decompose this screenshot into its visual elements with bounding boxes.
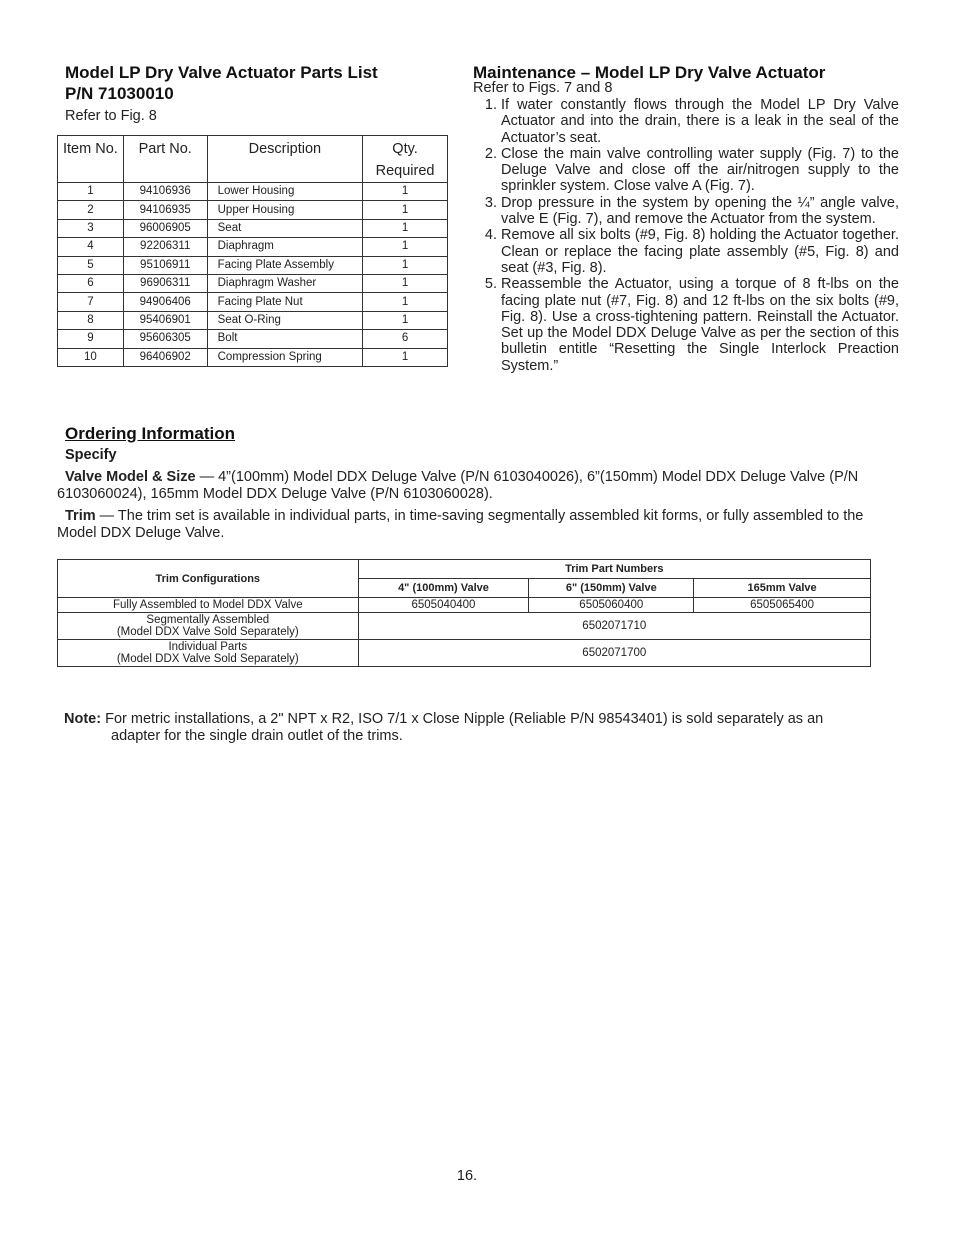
trim-text: — The trim set is available in individual parts, in time-saving segmentally assembled kit forms, or fully assembled to the Model DDX Deluge Valve. <box>57 508 864 541</box>
parts-cell-qty: 1 <box>363 348 448 366</box>
parts-cell-part: 94106936 <box>123 183 207 201</box>
parts-cell-qty: 1 <box>363 183 448 201</box>
parts-cell-qty: 1 <box>363 201 448 219</box>
parts-cell-qty: 1 <box>363 274 448 292</box>
parts-cell-part: 95106911 <box>123 256 207 274</box>
parts-cell-desc: Diaphragm Washer <box>207 274 362 292</box>
table-row <box>58 201 448 219</box>
row-label: Fully Assembled to Model DDX Valve <box>58 598 359 613</box>
header-part-no: Part No. <box>123 136 207 183</box>
parts-cell-part: 95606305 <box>123 330 207 348</box>
row-label: Segmentally Assembled (Model DDX Valve Sold Separately) <box>58 613 359 640</box>
row-value: 6502071700 <box>358 640 870 667</box>
parts-cell-part: 94106935 <box>123 201 207 219</box>
table-row <box>58 311 448 329</box>
table-row <box>58 330 448 348</box>
col-4-inch-header: 4" (100mm) Valve <box>358 579 529 598</box>
parts-cell-desc: Bolt <box>207 330 362 348</box>
ordering-specify: Specify <box>65 447 117 463</box>
parts-list-refer: Refer to Fig. 8 <box>65 108 157 124</box>
table-row <box>58 640 871 667</box>
valve-model-label: Valve Model & Size <box>65 469 196 485</box>
header-description: Description <box>207 136 362 183</box>
maintenance-steps <box>473 97 899 374</box>
metric-note <box>64 711 874 745</box>
parts-cell-item: 10 <box>58 348 124 366</box>
table-row <box>58 598 871 613</box>
parts-table <box>57 135 448 367</box>
parts-cell-desc: Facing Plate Assembly <box>207 256 362 274</box>
ordering-title: Ordering Information <box>65 424 235 443</box>
trim-table <box>57 559 871 667</box>
parts-cell-item: 2 <box>58 201 124 219</box>
table-row <box>58 183 448 201</box>
valve-model-paragraph <box>57 469 871 503</box>
maintenance-step: 5. Reassemble the Actuator, using a torque of 8 ft-lbs on the facing plate nut (#7, Fig. 8) and 12 ft-lbs on the six bolts (#9, Fig. 8). Use a cross-tightening pattern. Reinstall the Actuator. Set up the Model DDX Deluge Valve as per the section of this bulletin entitle “Resetting the Single Interlock Preaction System.” <box>501 276 899 374</box>
row-value: 6502071710 <box>358 613 870 640</box>
parts-cell-part: 92206311 <box>123 238 207 256</box>
row-value: 6505065400 <box>694 598 871 613</box>
col-165mm-header: 165mm Valve <box>694 579 871 598</box>
page-number: 16. <box>456 1168 478 1184</box>
table-row <box>58 219 448 237</box>
parts-cell-qty: 1 <box>363 219 448 237</box>
row-value: 6505060400 <box>529 598 694 613</box>
table-row <box>58 293 448 311</box>
trim-part-numbers-header: Trim Part Numbers <box>358 560 870 579</box>
parts-cell-item: 6 <box>58 274 124 292</box>
parts-list-title: Model LP Dry Valve Actuator Parts List P/N 71030010 <box>65 63 378 103</box>
parts-cell-desc: Seat O-Ring <box>207 311 362 329</box>
parts-cell-desc: Seat <box>207 219 362 237</box>
parts-cell-item: 1 <box>58 183 124 201</box>
note-label: Note: <box>64 711 102 727</box>
trim-paragraph <box>57 508 871 542</box>
maintenance-step: 2. Close the main valve controlling water supply (Fig. 7) to the Deluge Valve and close off the air/nitrogen supply to the sprinkler system. Close valve A (Fig. 7). <box>501 146 899 195</box>
maintenance-step: 1. If water constantly flows through the Model LP Dry Valve Actuator and into the drain, there is a leak in the seal of the Actuator’s seat. <box>501 97 899 146</box>
table-row <box>58 238 448 256</box>
valve-model-text: — 4”(100mm) Model DDX Deluge Valve (P/N 6103040026), 6”(150mm) Model DDX Deluge Valve (P/N 6103060024), 165mm Model DDX Deluge Valve (P/N 6103060028). <box>57 469 859 502</box>
table-row <box>58 613 871 640</box>
parts-cell-item: 3 <box>58 219 124 237</box>
note-text: For metric installations, a 2" NPT x R2, ISO 7/1 x Close Nipple (Reliable P/N 98543401) is sold separately as an <box>101 711 824 727</box>
table-row <box>58 348 448 366</box>
parts-cell-desc: Diaphragm <box>207 238 362 256</box>
parts-cell-qty: 1 <box>363 293 448 311</box>
parts-cell-part: 96006905 <box>123 219 207 237</box>
trim-label: Trim <box>65 508 96 524</box>
maintenance-title: Maintenance – Model LP Dry Valve Actuator <box>473 63 826 82</box>
header-item: Item No. <box>58 136 124 183</box>
header-qty: Qty. Required <box>363 136 448 183</box>
parts-cell-qty: 1 <box>363 256 448 274</box>
parts-cell-part: 94906406 <box>123 293 207 311</box>
parts-cell-item: 9 <box>58 330 124 348</box>
parts-cell-item: 7 <box>58 293 124 311</box>
parts-cell-desc: Compression Spring <box>207 348 362 366</box>
parts-table-header <box>58 136 448 183</box>
parts-cell-item: 5 <box>58 256 124 274</box>
maintenance-step: 4. Remove all six bolts (#9, Fig. 8) holding the Actuator together. Clean or replace the facing plate assembly (#5, Fig. 8) and seat (#3, Fig. 8). <box>501 227 899 276</box>
note-text-continued: adapter for the single drain outlet of the trims. <box>111 728 403 744</box>
maintenance-step: 3. Drop pressure in the system by opening the ¼” angle valve, valve E (Fig. 7), and remove the Actuator from the system. <box>501 195 899 228</box>
parts-cell-item: 4 <box>58 238 124 256</box>
parts-cell-qty: 1 <box>363 311 448 329</box>
parts-cell-part: 96906311 <box>123 274 207 292</box>
col-6-inch-header: 6" (150mm) Valve <box>529 579 694 598</box>
trim-config-header: Trim Configurations <box>58 560 359 598</box>
table-row <box>58 256 448 274</box>
row-value: 6505040400 <box>358 598 529 613</box>
parts-cell-desc: Lower Housing <box>207 183 362 201</box>
table-row <box>58 274 448 292</box>
parts-cell-item: 8 <box>58 311 124 329</box>
parts-cell-desc: Facing Plate Nut <box>207 293 362 311</box>
parts-cell-qty: 1 <box>363 238 448 256</box>
parts-cell-part: 96406902 <box>123 348 207 366</box>
parts-cell-desc: Upper Housing <box>207 201 362 219</box>
maintenance-refer: Refer to Figs. 7 and 8 <box>473 80 613 96</box>
row-label: Individual Parts (Model DDX Valve Sold Separately) <box>58 640 359 667</box>
parts-cell-qty: 6 <box>363 330 448 348</box>
parts-cell-part: 95406901 <box>123 311 207 329</box>
